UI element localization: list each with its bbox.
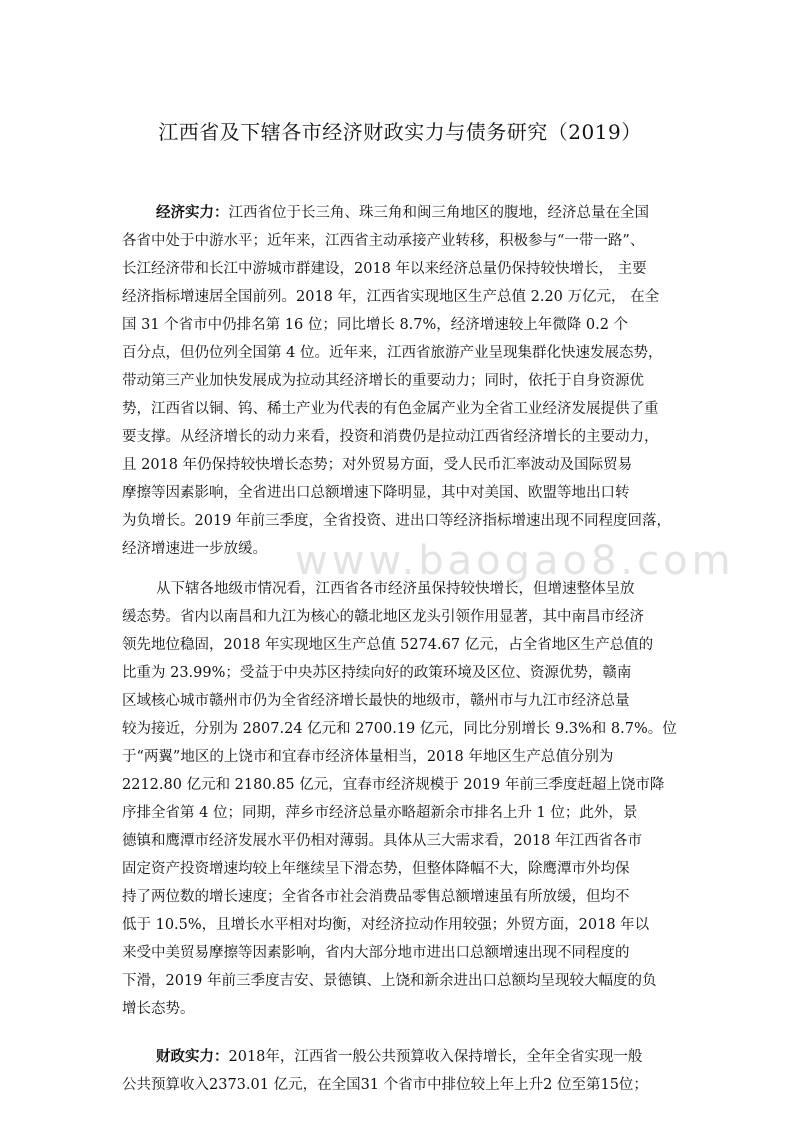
paragraph-line: 序排全省第 4 位；同期，萍乡市经济总量亦略超新余市排名上升 1 位；此外，景 (122, 805, 638, 821)
paragraph-line: 百分点，但仍位列全国第 4 位。近年来，江西省旅游产业呈现集群化快速发展态势， (122, 345, 663, 361)
paragraph-line: 低于 10.5%，且增长水平相对均衡，对经济拉动作用较强；外贸方面，2018 年以 (122, 917, 650, 933)
line-text: 2018年，江西省一般公共预算收入保持增长，全年全省实现一般 (228, 1049, 643, 1065)
paragraph-line: 比重为 23.99%；受益于中央苏区持续向好的政策环境及区位、资源优势，赣南 (122, 665, 632, 681)
page-title: 江西省及下辖各市经济财政实力与债务研究（2019） (158, 120, 642, 144)
paragraph-line: 带动第三产业加快发展成为拉动其经济增长的重要动力；同时，依托于自身资源优 (122, 373, 644, 389)
paragraph-line: 公共预算收入2373.01 亿元，在全国31 个省市中排位较上年上升2 位至第15位； (122, 1077, 648, 1093)
paragraph-line: 经济增速进一步放缓。 (122, 541, 267, 557)
paragraph-line: 固定资产投资增速均较上年继续呈下滑态势，但整体降幅不大，除鹰潭市外均保 (122, 861, 630, 877)
paragraph-line: 增长态势。 (122, 1001, 195, 1017)
paragraph-line: 为负增长。2019 年前三季度，全省投资、进出口等经济指标增速出现不同程度回落， (122, 513, 672, 529)
paragraph-line: 较为接近，分别为 2807.24 亿元和 2700.19 亿元，同比分别增长 9.3%和 8.7%。位 (122, 721, 677, 737)
section-lead-fiscal: 财政实力： (156, 1048, 229, 1065)
paragraph-line: 要支撑。从经济增长的动力来看，投资和消费仍是拉动江西省经济增长的主要动力， (122, 429, 659, 445)
paragraph-line: 下滑，2019 年前三季度吉安、景德镇、上饶和新余进出口总额均呈现较大幅度的负 (122, 973, 657, 989)
paragraph-line: 经济指标增速居全国前列。2018 年，江西省实现地区生产总值 2.20 万亿元， 在全 (122, 289, 660, 305)
paragraph-line: 势，江西省以铜、钨、稀土产业为代表的有色金属产业为全省工业经济发展提供了重 (122, 401, 659, 417)
paragraph-line: 领先地位稳固，2018 年实现地区生产总值 5274.67 亿元，占全省地区生产总值的 (122, 637, 654, 653)
paragraph-line: 长江经济带和长江中游城市群建设，2018 年以来经济总量仍保持较快增长， 主要 (122, 261, 647, 277)
paragraph-line: 国 31 个省市中仍排名第 16 位；同比增长 8.7%，经济增速较上年微降 0.2 个 (122, 317, 629, 333)
paragraph-line: 来受中美贸易摩擦等因素影响，省内大部分地市进出口总额增速出现不同程度的 (122, 945, 630, 961)
section-lead-economic: 经济实力： (156, 204, 229, 221)
paragraph-line: 2212.80 亿元和 2180.85 亿元，宜春市经济规模于 2019 年前三季度赶超上饶市降 (122, 777, 665, 793)
paragraph-line: 德镇和鹰潭市经济发展水平仍相对薄弱。具体从三大需求看，2018 年江西省各市 (122, 833, 643, 849)
paragraph-line: 各省中处于中游水平；近年来，江西省主动承接产业转移，积极参与“一带一路”、 (122, 233, 645, 249)
paragraph-line: 持了两位数的增长速度；全省各市社会消费品零售总额增速虽有所放缓，但均不 (122, 889, 630, 905)
paragraph-line: 缓态势。省内以南昌和九江为核心的赣北地区龙头引领作用显著，其中南昌市经济 (122, 609, 644, 625)
paragraph-line: 于“两翼”地区的上饶市和宜春市经济体量相当，2018 年地区生产总值分别为 (122, 749, 614, 765)
paragraph-line: 区域核心城市赣州市仍为全省经济增长最快的地级市，赣州市与九江市经济总量 (122, 693, 630, 709)
paragraph-line (156, 200, 649, 226)
watermark: www.baogao8.com (295, 538, 735, 584)
paragraph-line: 且 2018 年仍保持较快增长态势；对外贸易方面，受人民币汇率波动及国际贸易 (122, 457, 633, 473)
paragraph-line: 从下辖各地级市情况看，江西省各市经济虽保持较快增长，但增速整体呈放 (156, 581, 635, 597)
line-text: 江西省位于长三角、珠三角和闽三角地区的腹地，经济总量在全国 (228, 205, 649, 221)
paragraph-line: 摩擦等因素影响，全省进出口总额增速下降明显，其中对美国、欧盟等地出口转 (122, 485, 630, 501)
paragraph-line (156, 1044, 642, 1070)
